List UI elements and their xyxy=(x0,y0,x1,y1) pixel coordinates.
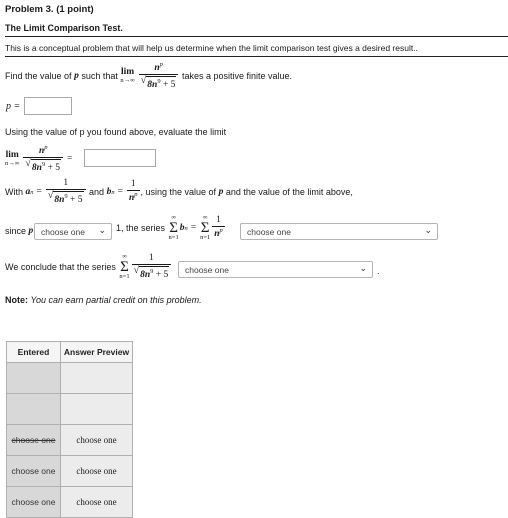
sum2-bottom: n=1 xyxy=(200,233,211,241)
den4-tail: + 5 xyxy=(155,270,169,281)
bn-den-p: p xyxy=(134,190,138,198)
bn-definition xyxy=(107,180,141,204)
problem-label: Problem 3. xyxy=(5,4,54,15)
note-label: Note: xyxy=(5,295,28,305)
entered-header: Entered xyxy=(7,342,61,363)
p-label: p = xyxy=(6,101,21,112)
part4-since-line xyxy=(5,226,33,236)
table-row xyxy=(7,394,133,425)
den2-exp: 9 xyxy=(41,161,46,169)
an-definition xyxy=(26,179,87,205)
limit-expression-2 xyxy=(5,145,75,173)
preview-cell xyxy=(61,394,133,425)
num2-exp-p: p xyxy=(44,144,48,151)
den3-exp: 9 xyxy=(64,192,68,200)
part4-var-p: p xyxy=(28,226,34,236)
bn-equals: = xyxy=(117,187,123,198)
an-equals: = xyxy=(36,187,42,198)
sum3-num: 1 xyxy=(149,253,154,263)
sum2-den-n: n xyxy=(214,229,220,240)
sum1-top: ∞ xyxy=(171,214,176,221)
part1-text-after: takes a positive finite value. xyxy=(181,71,292,82)
part3-line xyxy=(5,179,353,205)
limit-expression-1 xyxy=(120,62,179,90)
preview-cell: choose one xyxy=(76,466,117,476)
comparison-select-value: choose one xyxy=(41,227,85,237)
bn-den-n: n xyxy=(128,193,135,204)
sum2-den-p: p xyxy=(219,226,223,234)
preview-cell: choose one xyxy=(76,497,117,507)
sum2-num: 1 xyxy=(216,214,221,225)
an-sub: n xyxy=(30,188,34,196)
lim2-word: lim xyxy=(5,150,19,161)
sum-equals: = xyxy=(190,223,197,233)
sqrt-icon: √ xyxy=(140,75,147,87)
sqrt3-icon: √ xyxy=(47,189,54,201)
lim-word: lim xyxy=(120,67,135,78)
den2-tail: + 5 xyxy=(47,163,61,174)
lim2-subscript: n→∞ xyxy=(5,159,20,167)
den3-tail: + 5 xyxy=(70,195,83,206)
den2-base: 8n xyxy=(31,163,42,174)
part4-since: since xyxy=(5,226,27,236)
table-row xyxy=(7,425,133,456)
part3-tail2: and the value of the limit above, xyxy=(225,187,353,198)
part4-series-line xyxy=(116,215,226,241)
num-n: n xyxy=(154,63,160,74)
num2-n: n xyxy=(38,146,45,157)
part1-line xyxy=(5,62,292,90)
preview-cell: choose one xyxy=(76,435,117,445)
den-exp: 9 xyxy=(157,78,161,86)
series-bn-select-value: choose one xyxy=(247,227,291,237)
answers-table xyxy=(6,341,133,518)
entered-cell: choose one xyxy=(11,497,56,507)
sqrt4-icon: √ xyxy=(133,264,140,276)
part1-text-before: Find the value of xyxy=(5,71,72,82)
num-exp-p: p xyxy=(159,61,163,68)
sum1-bn: b xyxy=(179,223,185,233)
bn-num: 1 xyxy=(130,179,136,190)
sum3-top: ∞ xyxy=(122,253,127,261)
part3-and: and xyxy=(89,187,105,198)
preview-header: Answer Preview xyxy=(61,342,133,363)
den-tail: + 5 xyxy=(162,80,176,91)
problem-points: (1 point) xyxy=(56,4,94,15)
answers-header-row xyxy=(7,342,133,363)
part4-one-series: 1, the series xyxy=(116,223,166,233)
den-base: 8n xyxy=(147,80,158,91)
lim-subscript: n→∞ xyxy=(120,76,135,84)
table-row xyxy=(7,363,133,394)
table-row xyxy=(7,456,133,487)
intro-divider xyxy=(5,56,508,57)
sum2-sigma: Σ xyxy=(200,219,210,236)
sum-an-expression xyxy=(118,254,172,280)
problem-title: The Limit Comparison Test. xyxy=(5,23,123,33)
sum-bn-expression xyxy=(168,215,226,241)
table-row xyxy=(7,487,133,518)
preview-cell xyxy=(61,363,133,394)
den3-base: 8n xyxy=(54,195,65,206)
part1-text-mid: such that xyxy=(81,71,118,82)
p-answer-input[interactable] xyxy=(24,97,72,115)
limit-value-input[interactable] xyxy=(84,149,156,167)
problem-heading xyxy=(5,4,94,15)
part3-with: With xyxy=(5,187,23,198)
sum1-bn-sub: n xyxy=(184,224,188,232)
sum1-bottom: n=1 xyxy=(168,233,179,241)
part2-instruction: Using the value of p you found above, evaluate the limit xyxy=(5,127,227,137)
part5-conclude: We conclude that the series xyxy=(5,262,116,273)
bn-symbol: b xyxy=(106,187,112,198)
conclusion-select[interactable] xyxy=(178,261,373,278)
den4-exp: 9 xyxy=(150,267,154,275)
note-text: You can earn partial credit on this problem. xyxy=(30,295,202,305)
bn-sub: n xyxy=(111,188,115,196)
sqrt2-icon: √ xyxy=(25,158,31,170)
an-symbol: a xyxy=(25,187,31,198)
chevron-down-icon: ⌄ xyxy=(359,263,367,273)
sum3-bottom: n=1 xyxy=(119,272,130,280)
an-num: 1 xyxy=(63,178,69,188)
conclusion-select-value: choose one xyxy=(185,265,229,275)
chevron-down-icon: ⌄ xyxy=(98,225,106,235)
part3-var-p: p xyxy=(218,187,224,198)
partial-credit-note xyxy=(5,295,202,305)
series-bn-select[interactable] xyxy=(240,223,438,240)
part1-var-p: p xyxy=(74,71,79,82)
sum1-sigma: Σ xyxy=(169,219,178,236)
sum2-top: ∞ xyxy=(202,214,208,221)
part3-tail: , using the value of xyxy=(140,187,217,198)
limit2-equals: = xyxy=(67,154,73,165)
sum3-sigma: Σ xyxy=(120,258,129,275)
entered-cell xyxy=(7,394,61,425)
comparison-select[interactable] xyxy=(34,223,112,240)
entered-cell: choose one xyxy=(11,435,56,445)
den4-base: 8n xyxy=(140,270,151,281)
entered-cell: choose one xyxy=(11,466,56,476)
title-divider xyxy=(5,36,508,37)
intro-text: This is a conceptual problem that will help us determine when the limit comparison test gives a desired result.. xyxy=(5,43,418,53)
entered-cell xyxy=(7,363,61,394)
part5-line xyxy=(5,254,172,280)
part5-period: . xyxy=(377,266,380,276)
chevron-down-icon: ⌄ xyxy=(424,225,432,235)
